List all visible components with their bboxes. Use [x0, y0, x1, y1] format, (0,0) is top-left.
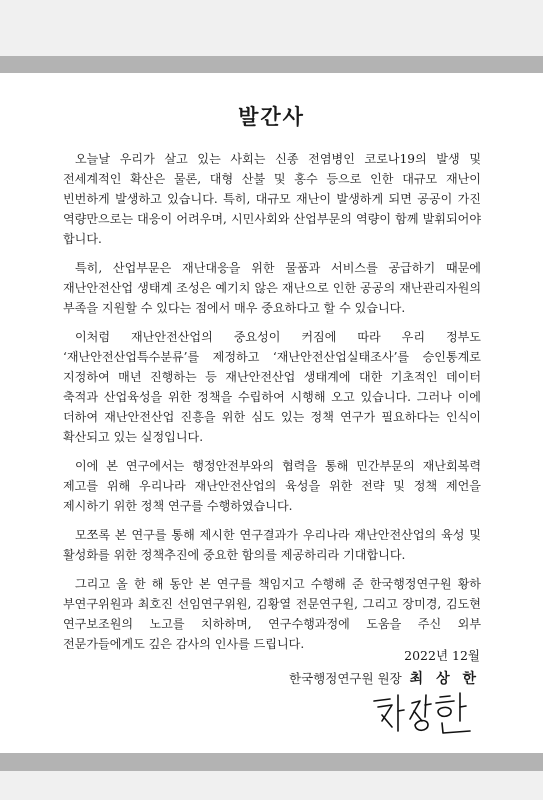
paragraph-6: 그리고 올 한 해 동안 본 연구를 책임지고 수행해 준 한국행정연구원 황하 부연구위원과 최호진 선임연구위원, 김황열 전문연구원, 그리고 장미경, 김도현 연구보조원의 노고를 치하하며, 연구수행과정에 도움을 주신 외부 전문가들에게도 깊은 감사의 인사를 드립니다.: [63, 577, 481, 651]
paragraph-3: 이처럼 재난안전산업의 중요성이 커짐에 따라 우리 정부도 ‘재난안전산업특수분류’를 제정하고 ‘재난안전산업실태조사’를 승인통계로 지정하여 매년 진행하는 등 재난안전산업 생태계에 대한 기초적인 데이터 축적과 산업육성을 위한 정책을 수립하여 시행해 오고 있습니다. 그러나 이에 더하여 재난안전산업 진흥을 위한 심도 있는 정책 연구가 필요하다는 인식이 확산되고 있는 실정입니다.: [63, 330, 481, 444]
top-header-bar: [0, 56, 543, 73]
paragraph-1: 오늘날 우리가 살고 있는 사회는 신종 전염병인 코로나19의 발생 및 전세계적인 확산은 물론, 대형 산불 및 홍수 등으로 인한 대규모 재난이 빈번하게 발생하고 있습니다. 특히, 대규모 재난이 발생하게 되면 공공이 가진 역량만으로는 대응이 어려우며, 시민사회와 산업부문의 역량이 함께 발휘되어야 합니다.: [63, 152, 481, 246]
handwritten-signature: [368, 687, 480, 739]
document-page: [0, 73, 543, 753]
top-margin: [0, 0, 543, 56]
body-text: [63, 149, 481, 663]
page-title: 발간사: [238, 105, 305, 129]
signer-name: 최 상 한: [409, 671, 480, 687]
paragraph-5: 모쪼록 본 연구를 통해 제시한 연구결과가 우리나라 재난안전산업의 육성 및 활성화를 위한 정책추진에 중요한 함의를 제공하리라 기대합니다.: [63, 528, 481, 562]
publication-date: 2022년 12월: [404, 648, 480, 663]
bottom-margin: [0, 771, 543, 800]
paragraph-2: 특히, 산업부문은 재난대응을 위한 물품과 서비스를 공급하기 때문에 재난안전산업 생태계 조성은 예기치 않은 재난으로 인한 공공의 재난관리자원의 부족을 지원할 수 있다는 점에서 매우 중요하다고 할 수 있습니다.: [63, 261, 481, 315]
paragraph-4: 이에 본 연구에서는 행정안전부와의 협력을 통해 민간부문의 재난회복력 제고를 위해 우리나라 재난안전산업의 육성을 위한 전략 및 정책 제언을 제시하기 위한 정책 연구를 수행하였습니다.: [63, 459, 481, 513]
signer-title: 한국행정연구원 원장: [289, 671, 402, 686]
signer-line: [289, 668, 480, 688]
bottom-footer-bar: [0, 753, 543, 771]
